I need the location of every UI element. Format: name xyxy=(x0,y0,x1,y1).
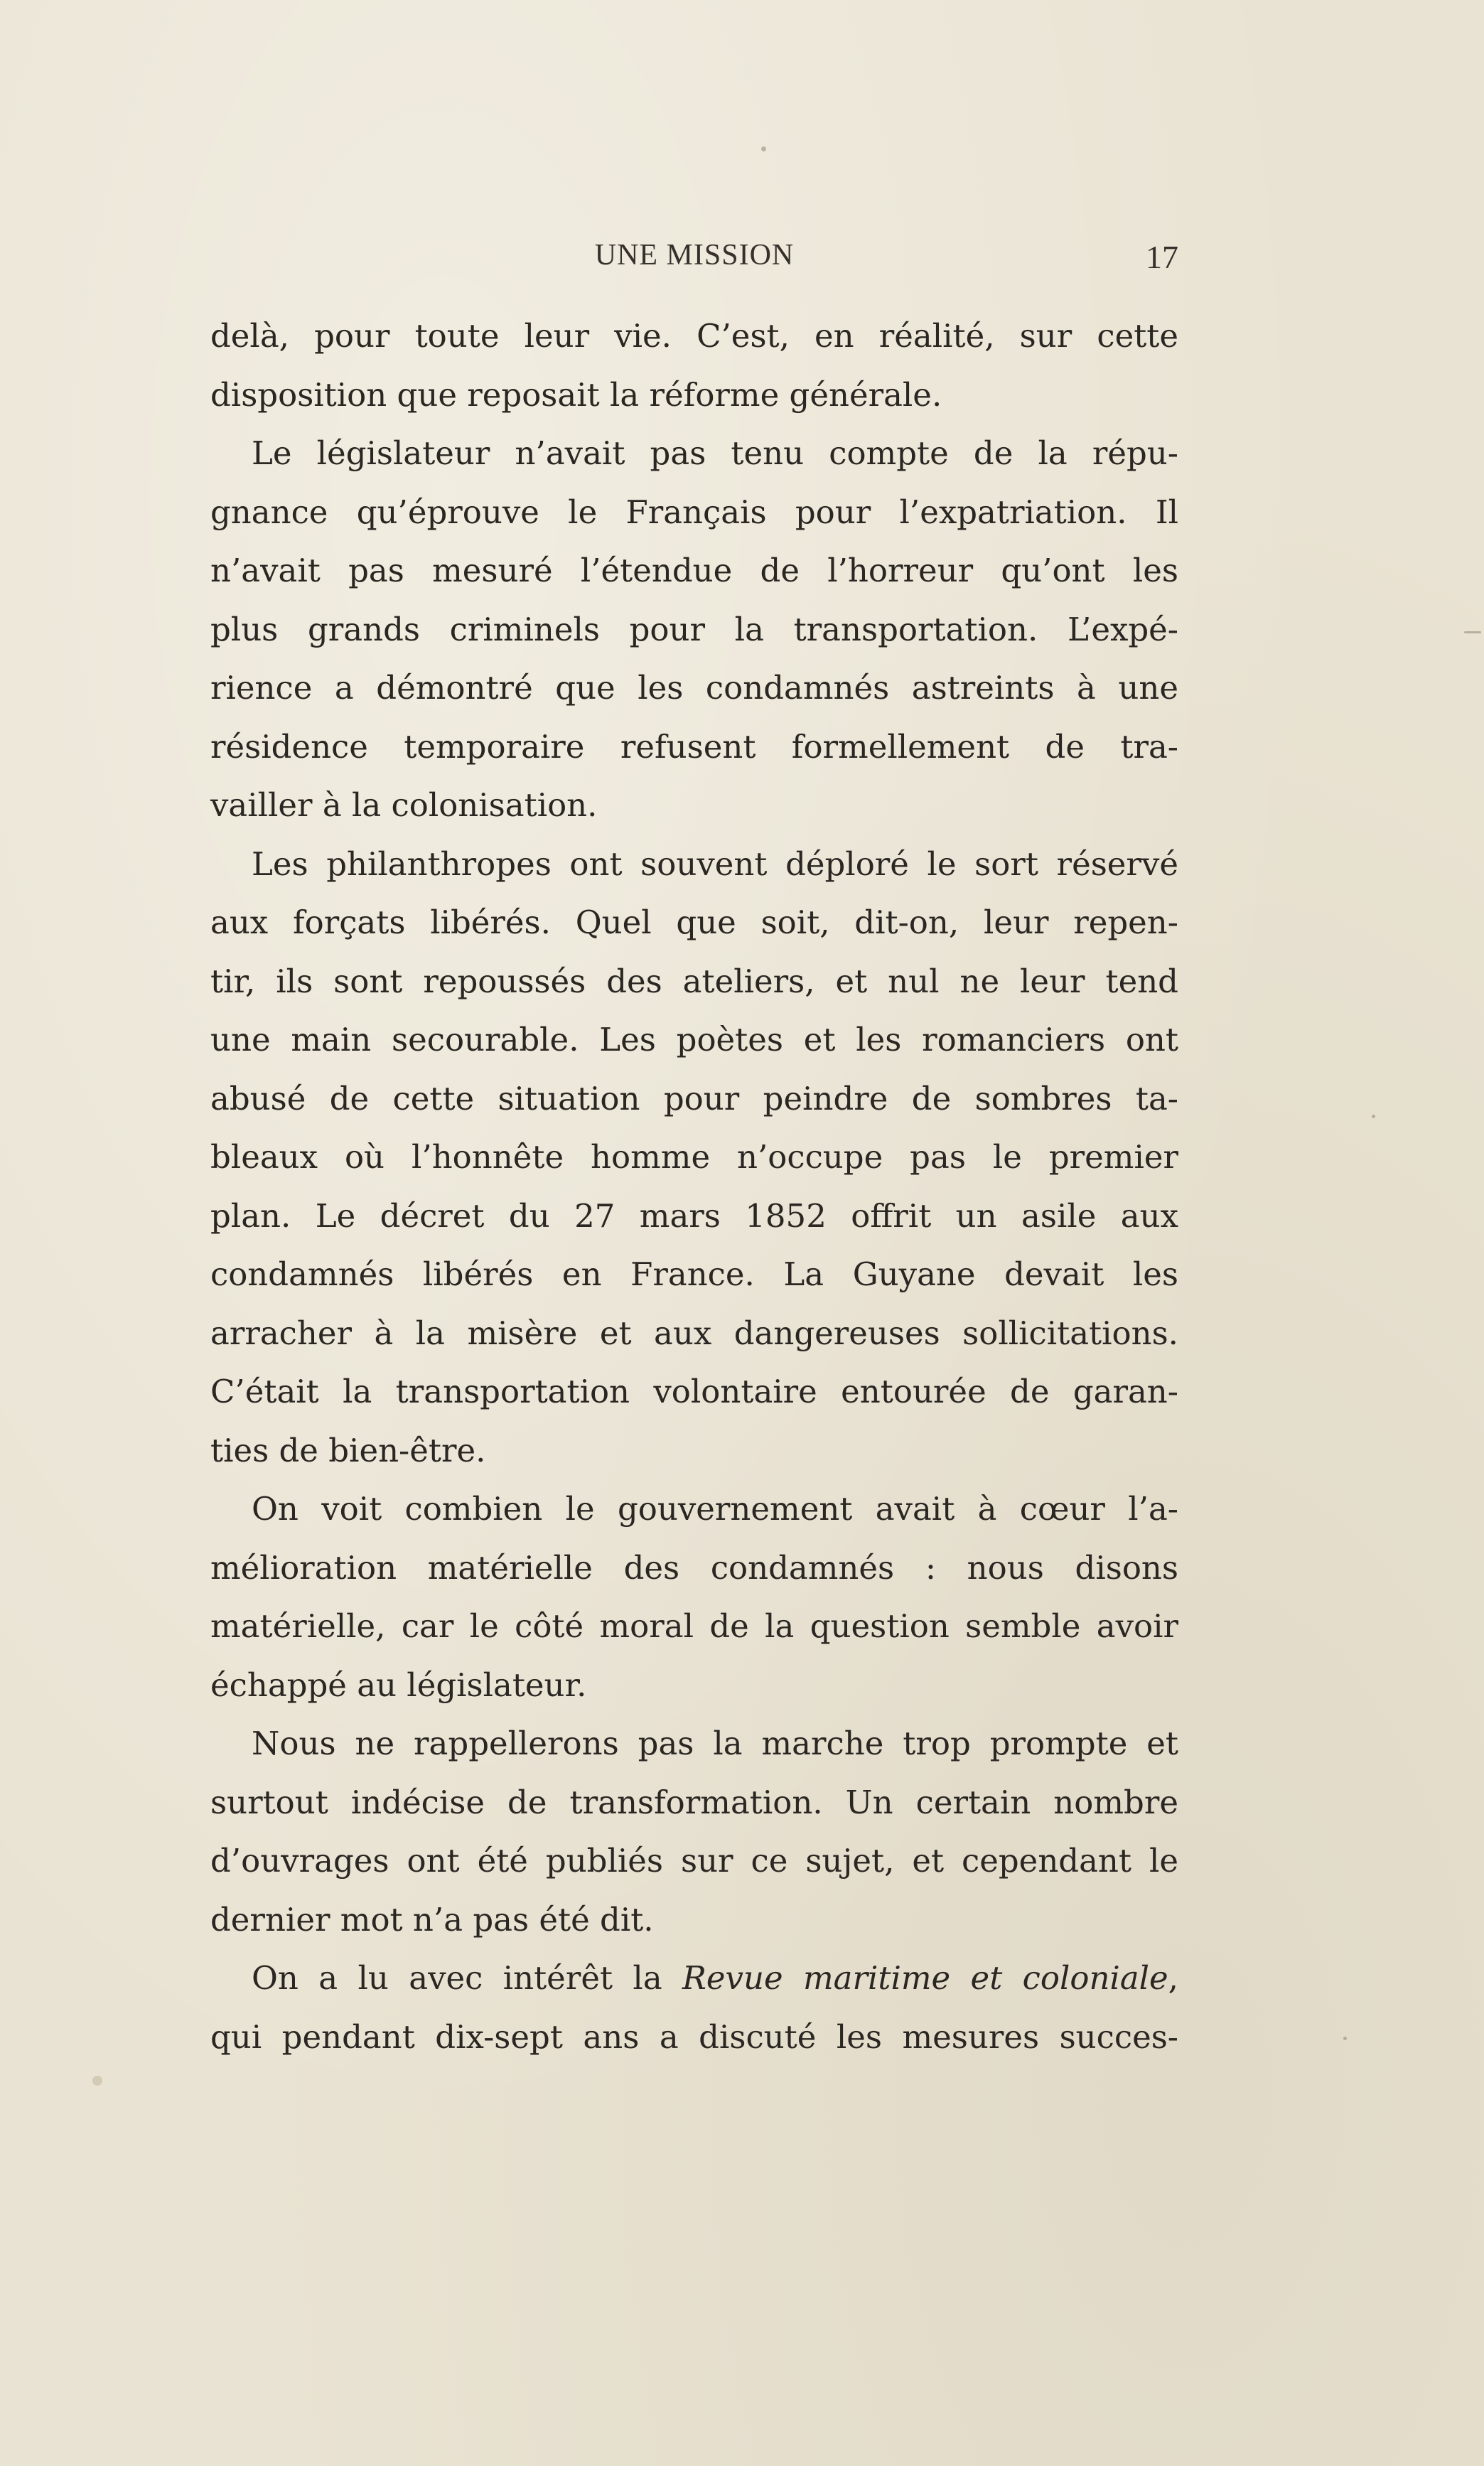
text-line: mélioration matérielle des condamnés : nous disons xyxy=(210,1548,1178,1587)
text-line: Nous ne rappellerons pas la marche trop prompte et xyxy=(252,1725,1178,1762)
text-line: arracher à la misère et aux dangereuses sollicitations. xyxy=(210,1314,1178,1352)
text-line: échappé au législateur. xyxy=(210,1666,587,1704)
text-line: matérielle, car le côté moral de la question semble avoir xyxy=(210,1607,1178,1645)
paper-speck xyxy=(1372,1115,1375,1118)
text-line: condamnés libérés en France. La Guyane devait les xyxy=(210,1255,1178,1293)
paper-speck xyxy=(1464,631,1481,633)
paper-speck xyxy=(92,2076,102,2086)
italic-journal-title: Revue maritime et coloniale xyxy=(682,1959,1168,1997)
text-line: aux forçats libérés. Quel que soit, dit-on, leur repen- xyxy=(210,904,1178,941)
text-line: delà, pour toute leur vie. C’est, en réalité, sur cette xyxy=(210,317,1178,355)
running-title: UNE MISSION xyxy=(594,239,795,272)
text-line: plus grands criminels pour la transportation. L’expé- xyxy=(210,610,1178,648)
text-line: tir, ils sont repoussés des ateliers, et nul ne leur tend xyxy=(210,962,1178,1000)
text-line-italic-title xyxy=(210,1949,1178,2008)
paper-speck xyxy=(1343,2037,1347,2040)
text-line: disposition que reposait la réforme générale. xyxy=(210,375,942,414)
text-line: Le législateur n’avait pas tenu compte de la répu- xyxy=(252,434,1178,472)
text-line: Les philanthropes ont souvent déploré le sort réservé xyxy=(252,845,1178,883)
text-line: résidence temporaire refusent formellement de tra- xyxy=(210,727,1178,766)
text-line: rience a démontré que les condamnés astreints à une xyxy=(210,669,1178,707)
text-line: dernier mot n’a pas été dit. xyxy=(210,1900,654,1939)
text-line: n’avait pas mesuré l’étendue de l’horreur qu’ont les xyxy=(210,552,1178,589)
text-line: d’ouvrages ont été publiés sur ce sujet, et cependant le xyxy=(210,1842,1178,1880)
text-line: bleaux où l’honnête homme n’occupe pas le premier xyxy=(210,1138,1178,1176)
paper-speck xyxy=(761,146,766,151)
body-text xyxy=(210,307,1178,2066)
line-text-before: On a lu avec intérêt la xyxy=(252,1959,683,1997)
text-line: une main secourable. Les poètes et les romanciers ont xyxy=(210,1021,1178,1058)
text-line: plan. Le décret du 27 mars 1852 offrit un asile aux xyxy=(210,1196,1178,1235)
text-line: qui pendant dix-sept ans a discuté les mesures succes- xyxy=(210,2017,1178,2056)
text-line: gnance qu’éprouve le Français pour l’expatriation. Il xyxy=(210,493,1178,531)
text-line: surtout indécise de transformation. Un certain nombre xyxy=(210,1783,1178,1821)
text-line: abusé de cette situation pour peindre de sombres ta- xyxy=(210,1079,1178,1117)
text-line: ties de bien-être. xyxy=(210,1431,486,1469)
text-line: C’était la transportation volontaire entourée de garan- xyxy=(210,1373,1178,1410)
page-number: 17 xyxy=(1146,239,1178,275)
text-line: On voit combien le gouvernement avait à cœur l’a- xyxy=(252,1490,1178,1528)
line-text-after: , xyxy=(1168,1959,1178,1997)
text-line: vailler à la colonisation. xyxy=(210,786,598,824)
running-head xyxy=(210,238,1178,288)
